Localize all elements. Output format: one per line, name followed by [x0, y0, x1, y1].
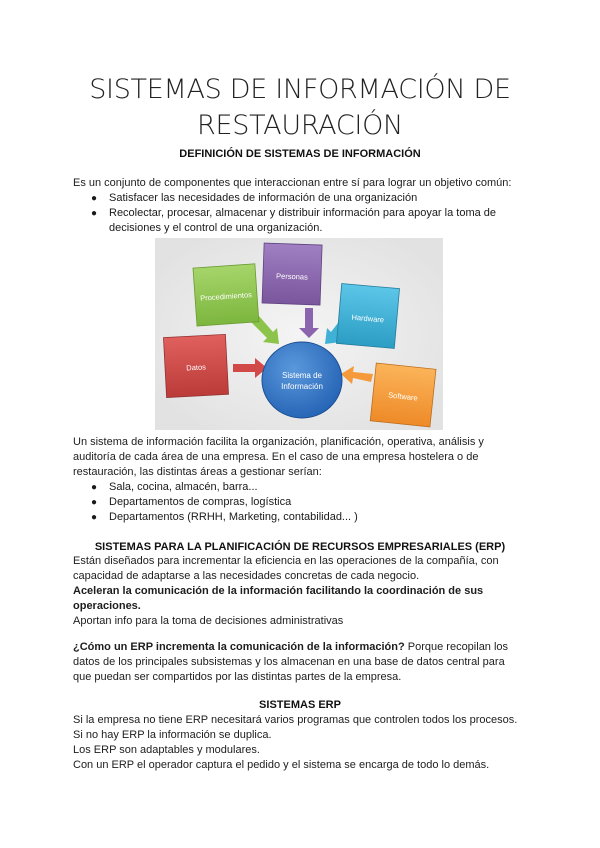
bullet-icon: ●	[91, 193, 98, 204]
bullet-icon: ●	[91, 208, 98, 219]
paragraph-line: Con un ERP el operador captura el pedido y el sistema se encarga de todo lo demás.	[73, 759, 490, 771]
page-title	[0, 72, 600, 144]
center-label-line1: Sistema de	[281, 371, 323, 380]
box-hardware	[336, 284, 399, 349]
information-system-diagram	[155, 238, 443, 430]
section-heading-definicion: DEFINICIÓN DE SISTEMAS DE INFORMACIÓN	[179, 148, 421, 160]
paragraph-line: que puedan ser compartidos por las distintas partes de la empresa.	[73, 671, 402, 683]
paragraph-line: restauración, las distintas áreas a gestionar serían:	[73, 466, 322, 478]
page-title-text: SISTEMAS DE INFORMACIÓN DE RESTAURACIÓN	[89, 74, 511, 141]
paragraph-line: auditoría de cada área de una empresa. En el caso de una empresa hostelera o de	[73, 451, 479, 463]
paragraph-line-bold: operaciones.	[73, 600, 141, 612]
box-personas	[262, 243, 322, 305]
list-item	[73, 510, 513, 525]
box-software	[370, 363, 436, 427]
paragraph-intro: Es un conjunto de componentes que interaccionan entre sí para lograr un objetivo común:	[73, 177, 512, 189]
paragraph-areas	[73, 435, 533, 480]
box-label-personas: Personas	[275, 271, 308, 282]
list-item-text: decisiones y el control de una organización.	[109, 222, 323, 234]
question-rest: Porque recopilan los	[404, 641, 509, 653]
question-bold: ¿Cómo un ERP incrementa la comunicación de la información?	[73, 641, 405, 653]
box-label-procedimientos: Procedimientos	[199, 290, 253, 303]
paragraph-line: Si no hay ERP la información se duplica.	[73, 729, 272, 741]
list-item	[73, 206, 513, 221]
paragraph-line: Un sistema de información facilita la organización, planificación, operativa, análisis y	[73, 436, 484, 448]
list-item	[73, 495, 513, 510]
question-line	[73, 640, 533, 655]
paragraph-line: datos de los principales subsistemas y los almacenan en una base de datos central para	[73, 656, 505, 668]
box-label-software: Software	[387, 390, 419, 403]
section-heading-sistemas-erp: SISTEMAS ERP	[259, 699, 341, 711]
list-item-text: Departamentos de compras, logística	[109, 496, 292, 508]
box-procedimientos	[193, 264, 259, 326]
list-item-text: Satisfacer las necesidades de información de una organización	[109, 192, 418, 204]
bullet-list-areas	[73, 480, 513, 525]
list-item-text: Departamentos (RRHH, Marketing, contabilidad... )	[109, 511, 358, 523]
list-item	[73, 480, 513, 495]
paragraph-erp	[73, 554, 533, 629]
bullet-icon: ●	[91, 497, 98, 508]
paragraph-line: Aportan info para la toma de decisiones administrativas	[73, 615, 344, 627]
section-heading-erp: SISTEMAS PARA LA PLANIFICACIÓN DE RECURSOS EMPRESARIALES (ERP)	[94, 541, 506, 553]
paragraph-line-bold: Aceleran la comunicación de la información facilitando la coordinación de sus	[73, 585, 484, 597]
list-item-text: Recolectar, procesar, almacenar y distribuir información para apoyar la toma de	[109, 207, 497, 219]
list-item-text: Sala, cocina, almacén, barra...	[109, 481, 258, 493]
paragraph-line: Si la empresa no tiene ERP necesitará varios programas que controlen todos los procesos.	[73, 714, 518, 726]
paragraph-question	[73, 640, 533, 685]
paragraph-line: capacidad de adaptarse a las necesidades concretas de cada negocio.	[73, 570, 420, 582]
box-label-datos: Datos	[186, 362, 207, 373]
list-item	[73, 221, 513, 236]
paragraph-line: Están diseñados para incrementar la eficiencia en las operaciones de la compañía, con	[73, 555, 499, 567]
bullet-icon: ●	[91, 482, 98, 493]
box-datos	[163, 334, 228, 397]
bullet-icon: ●	[91, 512, 98, 523]
paragraph-line: Los ERP son adaptables y modulares.	[73, 744, 260, 756]
list-item	[73, 191, 513, 206]
box-label-hardware: Hardware	[351, 312, 385, 325]
bullet-list-definicion	[73, 191, 513, 236]
center-circle	[262, 342, 342, 418]
center-label-line2: Información	[281, 382, 323, 391]
paragraph-sistemas-erp	[73, 713, 533, 773]
